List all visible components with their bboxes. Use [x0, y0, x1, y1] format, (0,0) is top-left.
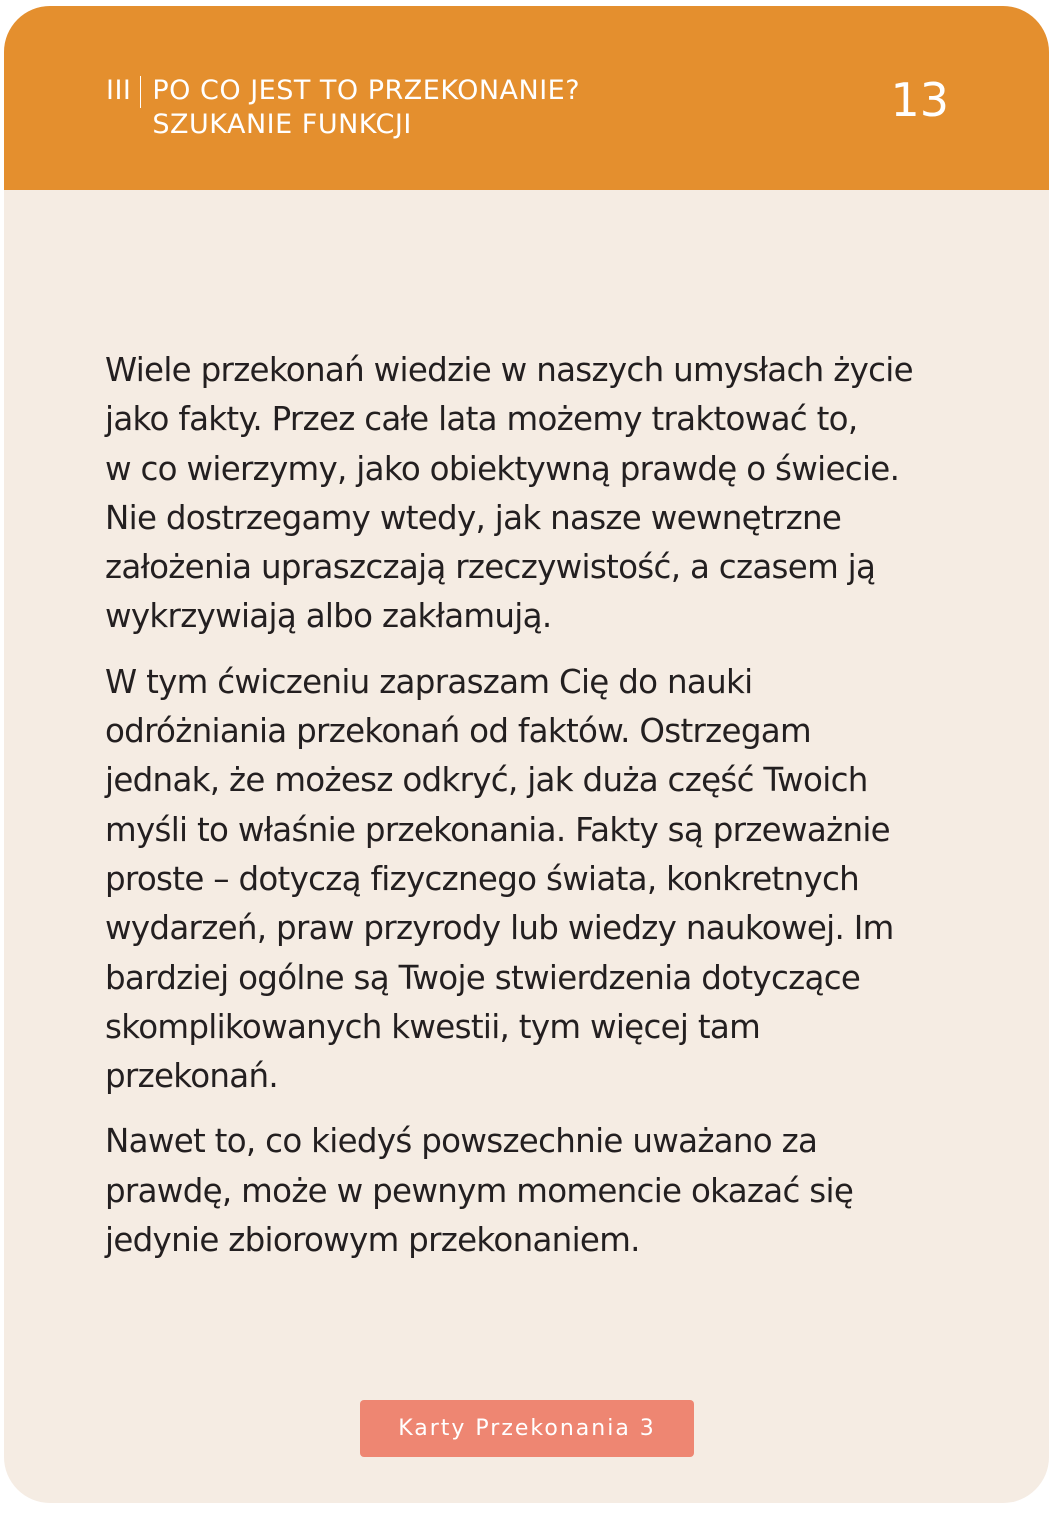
- text-line: Nie dostrzegamy wtedy, jak nasze wewnętrzne: [105, 498, 842, 537]
- paragraph-1: [105, 346, 955, 642]
- text-line: W tym ćwiczeniu zapraszam Cię do nauki: [105, 662, 753, 701]
- title-line-2: SZUKANIE FUNKCJI: [152, 109, 412, 140]
- text-line: wydarzeń, praw przyrody lub wiedzy naukowej. Im: [105, 909, 894, 948]
- paragraph-3: [105, 1117, 955, 1265]
- text-line: myśli to właśnie przekonania. Fakty są przeważnie: [105, 810, 890, 849]
- body-text: [105, 346, 955, 1281]
- text-line: bardziej ogólne są Twoje stwierdzenia dotyczące: [105, 958, 861, 997]
- section-divider: [140, 76, 141, 108]
- text-line: prawdę, może w pewnym momencie okazać się: [105, 1171, 854, 1210]
- card-header: [4, 6, 1049, 190]
- page-number: 13: [890, 73, 949, 127]
- text-line: Nawet to, co kiedyś powszechnie uważano za: [105, 1122, 818, 1161]
- text-line: w co wierzymy, jako obiektywną prawdę o świecie.: [105, 449, 900, 488]
- section-number: III: [106, 75, 132, 106]
- text-line: proste – dotyczą fizycznego świata, konkretnych: [105, 859, 860, 898]
- card: [4, 6, 1049, 1503]
- text-line: jako fakty. Przez całe lata możemy traktować to,: [105, 400, 858, 439]
- text-line: Wiele przekonań wiedzie w naszych umysłach życie: [105, 351, 913, 389]
- deck-name-badge: Karty Przekonania 3: [360, 1400, 694, 1457]
- text-line: przekonań.: [105, 1057, 279, 1096]
- title-lines: [152, 74, 580, 142]
- text-line: założenia upraszczają rzeczywistość, a czasem ją: [105, 548, 876, 587]
- text-line: jednak, że możesz odkryć, jak duża część Twoich: [105, 761, 868, 800]
- paragraph-2: [105, 658, 955, 1102]
- header-title: [106, 74, 580, 142]
- title-line-1: PO CO JEST TO PRZEKONANIE?: [152, 75, 581, 106]
- text-line: odróżniania przekonań od faktów. Ostrzegam: [105, 712, 811, 751]
- text-line: skomplikowanych kwestii, tym więcej tam: [105, 1007, 761, 1046]
- text-line: jedynie zbiorowym przekonaniem.: [105, 1221, 640, 1260]
- text-line: wykrzywiają albo zakłamują.: [105, 597, 552, 636]
